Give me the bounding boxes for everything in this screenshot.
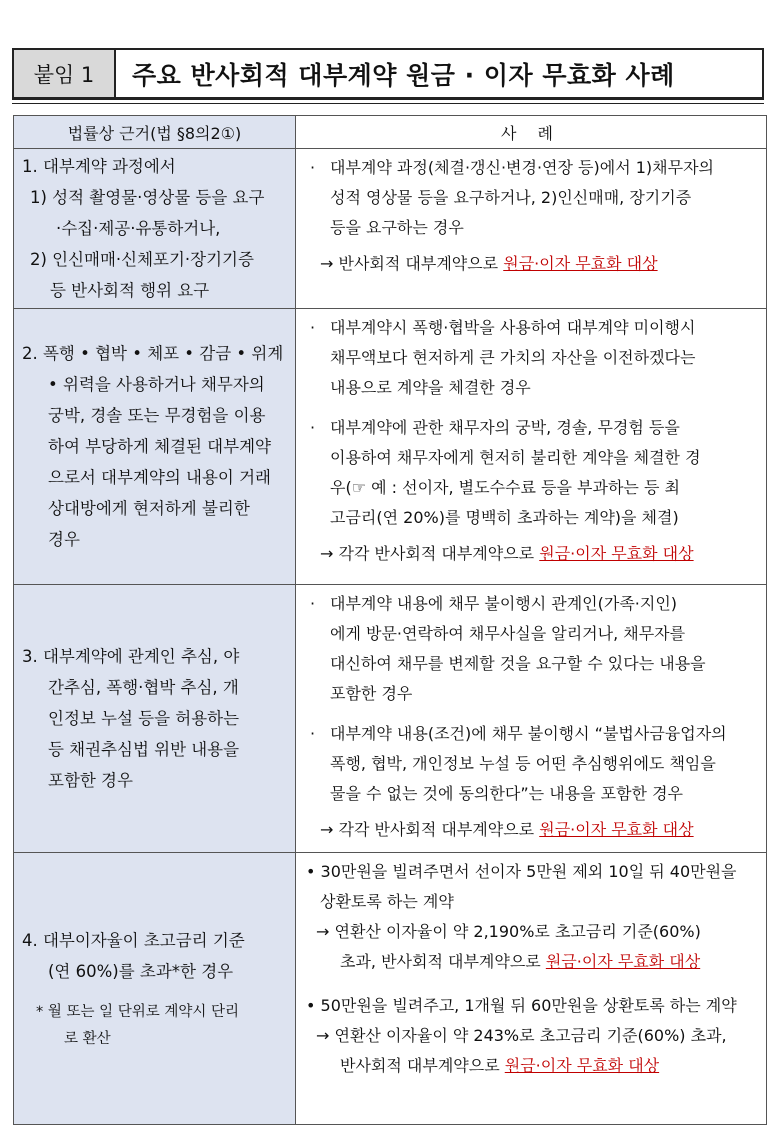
- bullet-dot: ·: [310, 594, 316, 613]
- basis-line: • 위력을 사용하거나 채무자의: [48, 375, 265, 394]
- case-example-1: [306, 857, 758, 977]
- basis-line: (연 60%)를 초과*한 경우: [48, 961, 234, 981]
- attachment-label: 붙임 1: [14, 50, 116, 97]
- cases-table: [13, 115, 767, 1125]
- case-bullet: [310, 589, 758, 709]
- conclusion: [306, 1051, 758, 1081]
- case-bullet: [310, 413, 758, 533]
- conclusion: [310, 815, 758, 845]
- table-row: [14, 853, 767, 1125]
- case-line: 우(☞ 예 : 선이자, 별도수수료 등을 부과하는 등 최: [330, 478, 680, 497]
- conclusion-text: 반사회적 대부계약으로: [340, 1056, 500, 1075]
- table-row: [14, 149, 767, 309]
- nullification-target: 원금·이자 무효화 대상: [504, 1056, 660, 1075]
- case-bullet: [310, 719, 758, 809]
- table-row: [14, 309, 767, 585]
- basis-line: 간추심, 폭행·협박 추심, 개: [48, 678, 239, 697]
- case-cell: [296, 585, 767, 853]
- basis-line: 하여 부당하게 체결된 대부계약: [48, 437, 271, 456]
- basis-line: 포함한 경우: [48, 771, 133, 790]
- basis-line: 4. 대부이자율이 초고금리 기준: [22, 930, 245, 950]
- case-cell: [296, 149, 767, 309]
- conclusion-text: → 반사회적 대부계약으로: [320, 254, 499, 273]
- case-line: 이용하여 채무자에게 현저히 불리한 계약을 체결한 경: [330, 448, 701, 467]
- basis-line: 상대방에게 현저하게 불리한: [48, 499, 250, 518]
- basis-line: 경우: [48, 530, 80, 549]
- case-line: 내용으로 계약을 체결한 경우: [330, 378, 531, 397]
- case-line: 대부계약 내용에 채무 불이행시 관계인(가족·지인): [330, 594, 678, 613]
- footnote-line: * 월 또는 일 단위로 계약시 단리: [36, 1003, 239, 1020]
- nullification-target: 원금·이자 무효화 대상: [539, 544, 694, 563]
- case-line: 포함한 경우: [330, 684, 413, 703]
- conclusion-text: 초과, 반사회적 대부계약으로: [340, 952, 541, 971]
- basis-line: 3. 대부계약에 관계인 추심, 야: [22, 647, 240, 666]
- case-line: 물을 수 없는 것에 동의한다”는 내용을 포함한 경우: [330, 784, 684, 803]
- legal-basis-cell: [14, 309, 296, 585]
- bullet-dot: ·: [310, 158, 316, 177]
- table-header-row: [14, 116, 767, 149]
- case-line: → 연환산 이자율이 약 243%로 초고금리 기준(60%) 초과,: [316, 1026, 727, 1045]
- basis-line: 으로서 대부계약의 내용이 거래: [48, 468, 271, 487]
- conclusion: [310, 249, 758, 279]
- nullification-target: 원금·이자 무효화 대상: [545, 952, 701, 971]
- legal-basis-cell: [14, 853, 296, 1125]
- nullification-target: 원금·이자 무효화 대상: [503, 254, 658, 273]
- case-line: 채무액보다 현저하게 큰 가치의 자산을 이전하겠다는: [330, 348, 696, 367]
- basis-line: 1) 성적 촬영물·영상물 등을 요구: [30, 188, 265, 207]
- basis-line: 1. 대부계약 과정에서: [22, 157, 176, 176]
- basis-line: 등 채권추심법 위반 내용을: [48, 740, 240, 759]
- header-cases: 사 례: [296, 116, 767, 149]
- legal-basis-cell: [14, 585, 296, 853]
- case-line: 대부계약 내용(조건)에 채무 불이행시 “불법사금융업자의: [330, 724, 727, 743]
- conclusion: [306, 947, 758, 977]
- case-line: 대신하여 채무를 변제할 것을 요구할 수 있다는 내용을: [330, 654, 706, 673]
- table-row: [14, 585, 767, 853]
- basis-line: 인정보 누설 등을 허용하는: [48, 709, 240, 728]
- basis-line: 등 반사회적 행위 요구: [50, 281, 210, 300]
- bullet-dot: ·: [310, 418, 316, 437]
- page-title: 주요 반사회적 대부계약 원금 · 이자 무효화 사례: [132, 60, 675, 90]
- conclusion-text: → 각각 반사회적 대부계약으로: [320, 544, 535, 563]
- case-bullet: [310, 153, 758, 243]
- case-line: • 30만원을 빌려주면서 선이자 5만원 제외 10일 뒤 40만원을: [306, 862, 737, 881]
- case-line: 성적 영상물 등을 요구하거나, 2)인신매매, 장기기증: [330, 188, 692, 207]
- case-line: 대부계약시 폭행·협박을 사용하여 대부계약 미이행시: [330, 318, 696, 337]
- case-example-2: [306, 991, 758, 1081]
- footnote-line: 로 환산: [64, 1030, 111, 1047]
- basis-line: 2) 인신매매·신체포기·장기기증: [30, 250, 254, 269]
- case-cell: [296, 309, 767, 585]
- case-line: 고금리(연 20%)를 명백히 초과하는 계약)을 체결): [330, 508, 679, 527]
- header-legal-basis: 법률상 근거(법 §8의2①): [14, 116, 296, 149]
- bullet-dot: ·: [310, 724, 316, 743]
- case-line: • 50만원을 빌려주고, 1개월 뒤 60만원을 상환토록 하는 계약: [306, 996, 737, 1015]
- title-bar: [12, 48, 764, 100]
- case-line: 상환토록 하는 계약: [320, 892, 454, 911]
- case-line: → 연환산 이자율이 약 2,190%로 초고금리 기준(60%): [316, 922, 701, 941]
- basis-line: ·수집·제공·유통하거나,: [56, 219, 221, 238]
- nullification-target: 원금·이자 무효화 대상: [539, 820, 694, 839]
- conclusion: [310, 539, 758, 569]
- case-line: 에게 방문·연락하여 채무사실을 알리거나, 채무자를: [330, 624, 686, 643]
- case-line: 대부계약 과정(체결·갱신·변경·연장 등)에서 1)채무자의: [330, 158, 714, 177]
- legal-basis-cell: [14, 149, 296, 309]
- conclusion-text: → 각각 반사회적 대부계약으로: [320, 820, 535, 839]
- case-line: 대부계약에 관한 채무자의 궁박, 경솔, 무경험 등을: [330, 418, 680, 437]
- case-bullet: [310, 313, 758, 403]
- basis-line: 2. 폭행 • 협박 • 체포 • 감금 • 위계: [22, 344, 284, 363]
- basis-line: 궁박, 경솔 또는 무경험을 이용: [48, 406, 266, 425]
- bullet-dot: ·: [310, 318, 316, 337]
- case-line: 등을 요구하는 경우: [330, 218, 464, 237]
- case-cell: [296, 853, 767, 1125]
- case-line: 폭행, 협박, 개인정보 누설 등 어떤 추심행위에도 책임을: [330, 754, 716, 773]
